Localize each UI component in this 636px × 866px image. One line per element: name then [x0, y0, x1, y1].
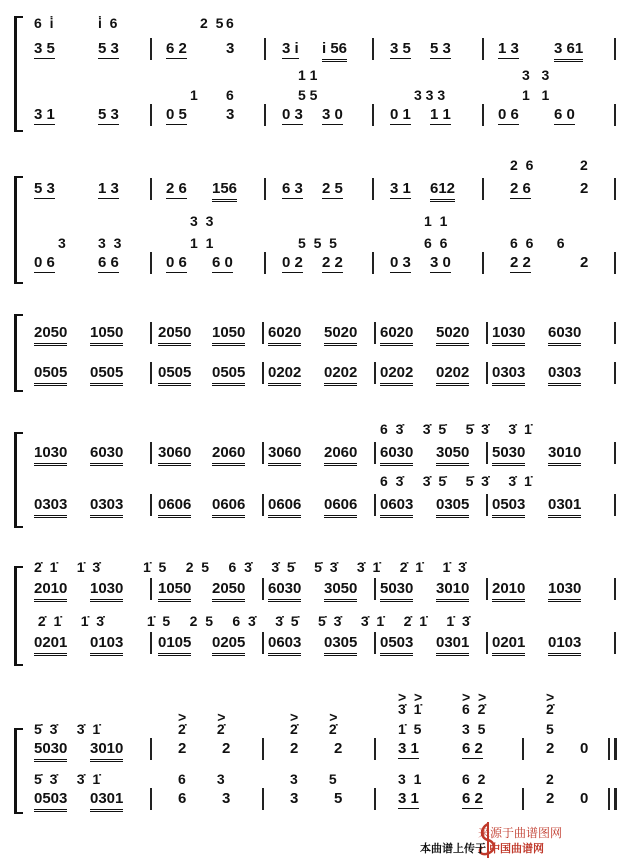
- lower-notes: [0, 634, 636, 660]
- measure-note: 6 6: [98, 254, 119, 271]
- measure-note: 1 1: [430, 106, 451, 123]
- measure-note: 0201: [34, 634, 67, 656]
- measure-note: 0202: [380, 364, 413, 386]
- upper-notes: [0, 740, 636, 766]
- upper-notes: [0, 40, 636, 66]
- measure-note: 0505: [158, 364, 191, 386]
- measure-note: 2 2: [322, 254, 343, 271]
- measure-note: 3: [290, 790, 299, 807]
- measure-note: 3010: [548, 444, 581, 466]
- measure-note: 0606: [324, 496, 357, 518]
- measure-note: 0606: [268, 496, 301, 518]
- measure-note: 1 3: [98, 180, 119, 197]
- measure-note: 6 2: [462, 740, 483, 757]
- score-system-2: 2 6 2 5 3 1 3 2 6 156 6 3 2 5 3 1 612 2 6 2 3 3 1 1 1 1 6 6 3 3 3 5 5 5 6 6 6 0 6 6 6 0 6 6 0 0 2 2 2 0 3 3 0 2 2 2: [0, 156, 636, 286]
- measure-note: 6030: [268, 580, 301, 602]
- measure-note: 1050: [212, 324, 245, 346]
- measure-note: 0303: [548, 364, 581, 386]
- measure-note: i 56: [322, 40, 347, 62]
- measure-note: 0301: [90, 790, 123, 812]
- measure-note: 3 0: [322, 106, 343, 123]
- measure-note: 2 6: [166, 180, 187, 197]
- measure-note: 0305: [324, 634, 357, 656]
- measure-note: 3 61: [554, 40, 583, 62]
- footer-upload-text: [420, 840, 544, 856]
- measure-note: 0105: [158, 634, 191, 656]
- measure-note: 3060: [158, 444, 191, 466]
- measure-note: 0 5: [166, 106, 187, 123]
- lower-notes: [0, 254, 636, 280]
- measure-note: 6030: [548, 324, 581, 346]
- measure-note: 2010: [492, 580, 525, 602]
- measure-note: 2: [334, 740, 343, 757]
- measure-note: 3050: [324, 580, 357, 602]
- measure-note: 0303: [34, 496, 67, 518]
- measure-note: 3060: [268, 444, 301, 466]
- score-system-1: [0, 8, 636, 132]
- measure-note: 2 2: [510, 254, 531, 271]
- watermark-text: 来源于曲谱图网: [478, 826, 563, 840]
- lower-notes: [0, 364, 636, 390]
- measure-note: 0 3: [282, 106, 303, 123]
- upper-notes: [0, 444, 636, 470]
- measure-note: 0201: [492, 634, 525, 656]
- footer-site-name: 中国曲谱网: [489, 843, 545, 855]
- measure-note: 5020: [324, 324, 357, 346]
- measure-note: 156: [212, 180, 237, 202]
- upper-notes: [0, 580, 636, 606]
- measure-note: 1050: [90, 324, 123, 346]
- measure-note: 2050: [212, 580, 245, 602]
- measure-note: 1030: [548, 580, 581, 602]
- measure-note: 3050: [436, 444, 469, 466]
- measure-note: 2050: [158, 324, 191, 346]
- measure-note: 6 2: [462, 790, 483, 807]
- measure-note: 0505: [90, 364, 123, 386]
- measure-note: 5 3: [98, 106, 119, 123]
- measure-note: 6 3: [282, 180, 303, 197]
- measure-note: 1050: [158, 580, 191, 602]
- upper-notes: [0, 324, 636, 350]
- measure-note: 0303: [492, 364, 525, 386]
- measure-note: 3010: [90, 740, 123, 762]
- measure-note: 0103: [548, 634, 581, 656]
- measure-note: 0606: [158, 496, 191, 518]
- measure-note: 2060: [212, 444, 245, 466]
- measure-note: 0305: [436, 496, 469, 518]
- measure-note: 5030: [380, 580, 413, 602]
- measure-note: 1030: [492, 324, 525, 346]
- upper-notes: [0, 180, 636, 206]
- measure-note: 0: [580, 790, 589, 807]
- measure-note: 0503: [492, 496, 525, 518]
- measure-note: 0 6: [166, 254, 187, 271]
- measure-note: 2: [580, 254, 589, 271]
- lower-notes: [0, 496, 636, 522]
- measure-note: 5020: [436, 324, 469, 346]
- measure-note: 0: [580, 740, 589, 757]
- measure-note: 6: [178, 790, 187, 807]
- measure-note: 3 1: [34, 106, 55, 123]
- measure-note: 0505: [212, 364, 245, 386]
- measure-note: 0503: [380, 634, 413, 656]
- measure-note: 6 2: [166, 40, 187, 57]
- measure-note: 6020: [268, 324, 301, 346]
- measure-note: 5030: [492, 444, 525, 466]
- measure-note: 2050: [34, 324, 67, 346]
- measure-note: 6030: [90, 444, 123, 466]
- measure-note: 3: [222, 790, 231, 807]
- measure-note: 3 1: [398, 740, 419, 757]
- measure-note: 2: [178, 740, 187, 757]
- score-system-3: [0, 310, 636, 390]
- measure-note: 0 3: [390, 254, 411, 271]
- measure-note: 2: [290, 740, 299, 757]
- measure-note: 6030: [380, 444, 413, 466]
- measure-note: 3 5: [390, 40, 411, 57]
- measure-note: 5030: [34, 740, 67, 762]
- measure-note: 3: [226, 106, 235, 123]
- measure-note: 3 1: [398, 790, 419, 807]
- lower-chords: 1 6 1 1 5 5 3 3 3 3 3 1 1: [190, 67, 550, 103]
- measure-note: 3 5: [34, 40, 55, 57]
- measure-note: 0303: [90, 496, 123, 518]
- measure-note: 5 3: [98, 40, 119, 57]
- measure-note: 0603: [380, 496, 413, 518]
- score-system-4: 6 3̇ 3̇ 5̇ 5̇ 3̇ 3̇ 1̇ 1030 6030 3060 2060 3060 2060 6030 3050 5030 3010 6 3̇ 3̇ 5̇ 5̇ 3̇ 3̇ 1̇ 0303 0303 0606 0606 0606 0606 0603 0305 0503 0301: [0, 420, 636, 530]
- measure-note: 612: [430, 180, 455, 202]
- measure-note: 1030: [90, 580, 123, 602]
- measure-note: 2: [546, 740, 555, 757]
- measure-note: 6020: [380, 324, 413, 346]
- measure-note: 2060: [324, 444, 357, 466]
- measure-note: 5 3: [34, 180, 55, 197]
- measure-note: 2010: [34, 580, 67, 602]
- measure-note: 0202: [268, 364, 301, 386]
- measure-note: 0202: [436, 364, 469, 386]
- measure-note: 2: [222, 740, 231, 757]
- measure-note: 1 3: [498, 40, 519, 57]
- measure-note: 0205: [212, 634, 245, 656]
- measure-note: 2 5: [322, 180, 343, 197]
- upper-staff: 6 i̇ i̇ 6 2 5 6: [34, 15, 234, 31]
- score-system-5: 2̇ 1̇ 1̇ 3̇ 1̇ 5 2 5 6 3̇ 3̇ 5̇ 5̇ 3̇ 3̇ 1̇ 2̇ 1̇ 1̇ 3̇ 2010 1030 1050 2050 6030 3050 5030 3010 2010 1030 2̇ 1̇ 1̇ 3̇ 1̇ 5 2 5 6 3̇ 3̇ 5̇ 5̇ 3̇ 3̇ 1̇ 2̇ 1̇ 1̇ 3̇ 0201 0103 0105 0205 0603 0305 0503 0301 0201 0103: [0, 556, 636, 668]
- lower-notes: [0, 790, 636, 816]
- measure-note: 1030: [34, 444, 67, 466]
- measure-note: 2: [546, 790, 555, 807]
- measure-note: 3 i: [282, 40, 299, 57]
- lower-notes: [0, 106, 636, 132]
- measure-note: 0606: [212, 496, 245, 518]
- measure-note: 0202: [324, 364, 357, 386]
- measure-note: 0 6: [34, 254, 55, 271]
- measure-note: 2 6: [510, 180, 531, 197]
- measure-note: 6 0: [212, 254, 233, 271]
- measure-note: 0301: [548, 496, 581, 518]
- footer-prefix: 本曲谱上传于: [420, 843, 486, 855]
- measure-note: 3 0: [430, 254, 451, 271]
- measure-note: 5: [334, 790, 343, 807]
- measure-note: 0 2: [282, 254, 303, 271]
- score-system-6: > > > > > 3̇ 1̇ 6 2̇ 2̇ > > > > 5̇ 3̇ 3̇ 1̇ 2̇ 2̇ 2̇ 2̇ 1̇ 5 3 5 5 5030 3010 2 2 2 2 3 1 6 2 2 0 5̇ 3̇ 3̇ 1̇ 6 3 3 5 3 1 6 2 2 0503 0301 6 3 3 5 3 1 6 2 2 0: [0, 688, 636, 818]
- measure-note: 5 3: [430, 40, 451, 57]
- measure-note: 0503: [34, 790, 67, 812]
- measure-note: 0603: [268, 634, 301, 656]
- measure-note: 6 0: [554, 106, 575, 123]
- measure-note: 0103: [90, 634, 123, 656]
- measure-note: 0301: [436, 634, 469, 656]
- measure-note: 3 1: [390, 180, 411, 197]
- measure-note: 2: [580, 180, 589, 197]
- measure-note: 0 6: [498, 106, 519, 123]
- measure-note: 0 1: [390, 106, 411, 123]
- measure-note: 0505: [34, 364, 67, 386]
- measure-note: 3: [226, 40, 235, 57]
- measure-note: 3010: [436, 580, 469, 602]
